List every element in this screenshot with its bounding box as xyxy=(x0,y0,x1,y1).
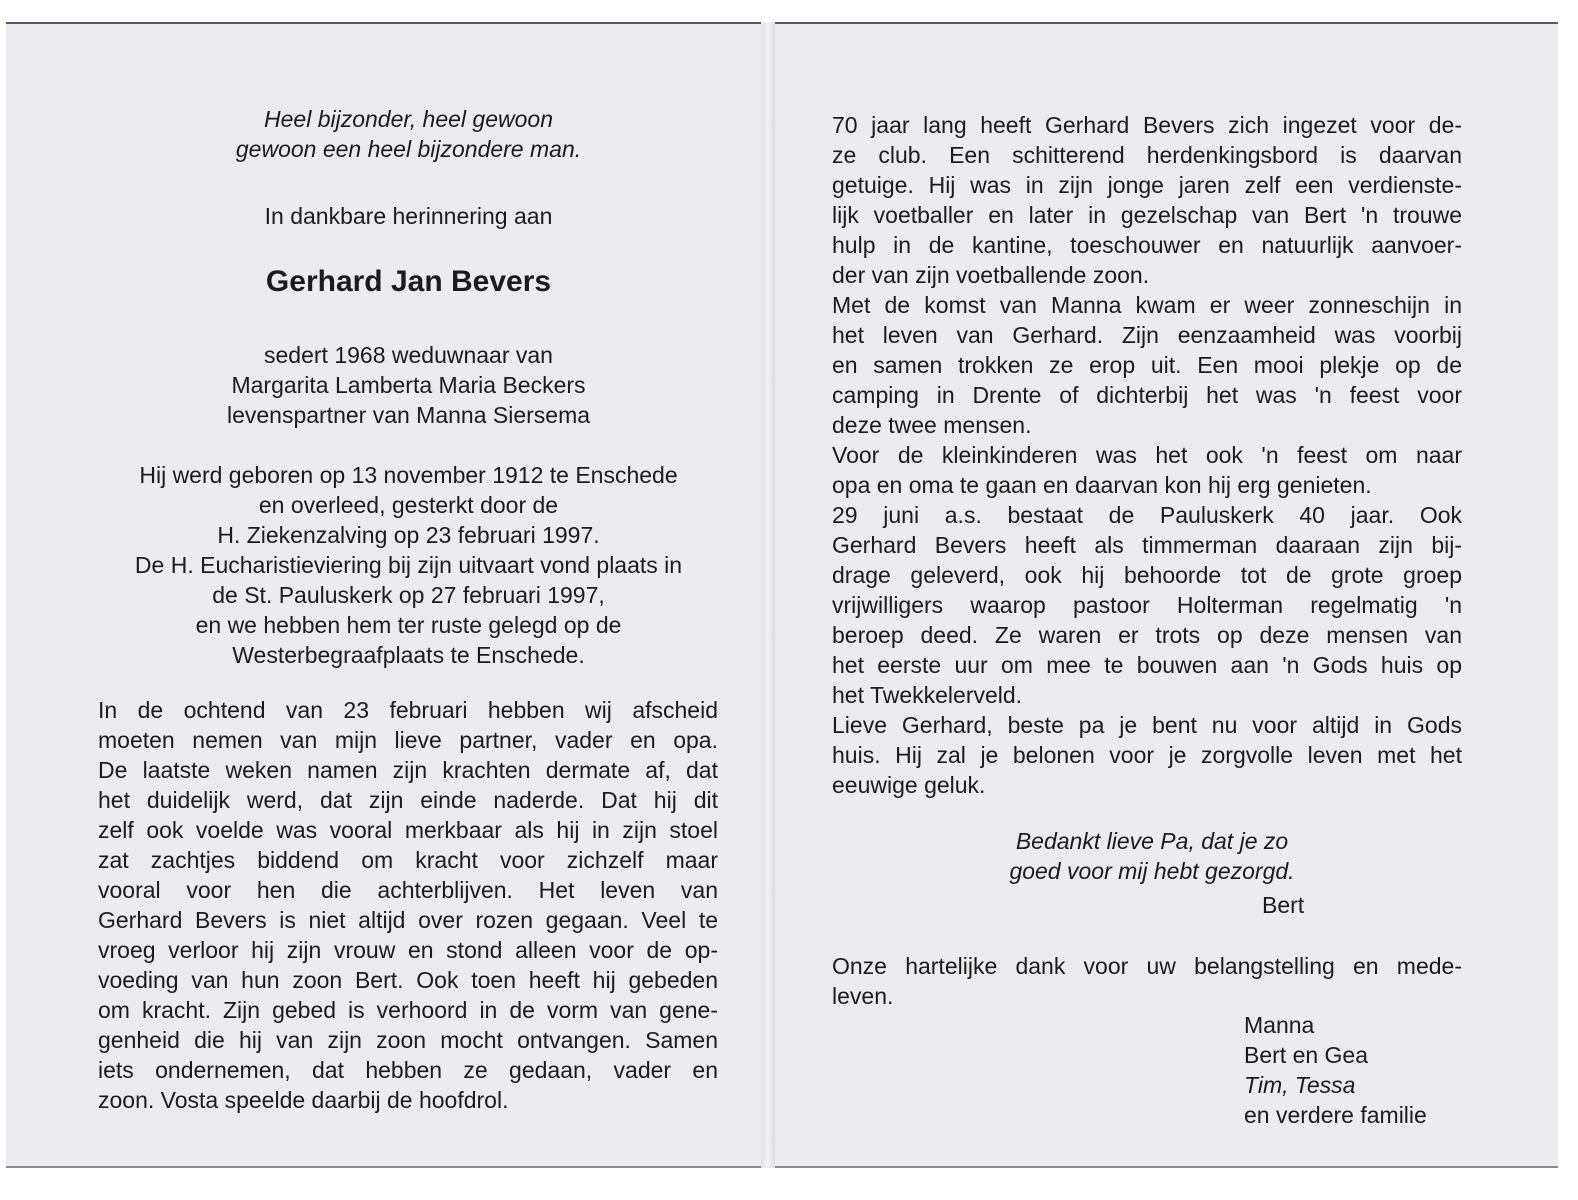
story-line: genheid die hij van zijn zoon mocht ontvangen. Samen xyxy=(98,1027,718,1053)
thanks-line: goed voor mij hebt gezorgd. xyxy=(1009,858,1295,884)
widow-line: Margarita Lamberta Maria Beckers xyxy=(231,372,586,398)
story-line: Lieve Gerhard, beste pa je bent nu voor altijd in Gods xyxy=(832,712,1462,738)
story-line: het Twekkelerveld. xyxy=(832,682,1023,708)
story-line: opa en oma te gaan en daarvan kon hij erg genieten. xyxy=(832,472,1372,498)
story-line: ze club. Een schitterend herdenkingsbord is daarvan xyxy=(832,142,1462,168)
deceased-name: Gerhard Jan Bevers xyxy=(265,265,552,298)
memorial-card xyxy=(6,22,1558,1168)
story-line: vooral voor hen die achterblijven. Het leven van xyxy=(98,877,718,903)
story-line: der van zijn voetballende zoon. xyxy=(832,262,1150,288)
center-fold xyxy=(761,22,775,1168)
story-line: vrijwilligers waarop pastoor Holterman regelmatig 'n xyxy=(832,592,1462,618)
story-line: Met de komst van Manna kwam er weer zonneschijn in xyxy=(832,292,1462,318)
birth-line: Westerbegraafplaats te Enschede. xyxy=(232,642,585,668)
family-signatures xyxy=(1244,1010,1464,1130)
thanks-line: Bedankt lieve Pa, dat je zo xyxy=(1015,828,1289,854)
story-line: lijk voetballer en later in gezelschap van Bert 'n trouwe xyxy=(832,202,1462,228)
story-line: om kracht. Zijn gebed is verhoord in de vorm van gene- xyxy=(98,997,718,1023)
intro-text: In dankbare herinnering aan xyxy=(264,203,553,229)
birth-line: de St. Pauluskerk op 27 februari 1997, xyxy=(212,582,605,608)
story-line: In de ochtend van 23 februari hebben wij afscheid xyxy=(98,697,718,723)
signature-line: Bert en Gea xyxy=(1244,1042,1369,1068)
story-line: het leven van Gerhard. Zijn eenzaamheid was voorbij xyxy=(832,322,1462,348)
birth-line: De H. Eucharistieviering bij zijn uitvaart vond plaats in xyxy=(134,552,683,578)
story-line: Voor de kleinkinderen was het ook 'n feest om naar xyxy=(832,442,1462,468)
story-line: voeding van hun zoon Bert. Ook toen heeft hij gebeden xyxy=(98,967,718,993)
club-story xyxy=(832,110,1462,800)
signature-line: en verdere familie xyxy=(1244,1102,1427,1128)
story-line: Gerhard Bevers heeft als timmerman daaraan zijn bij- xyxy=(832,532,1462,558)
story-line: het eerste uur om mee te bouwen aan 'n Gods huis op xyxy=(832,652,1462,678)
story-line: iets ondernemen, dat hebben ze gedaan, vader en xyxy=(98,1057,718,1083)
thanks-note xyxy=(992,826,1312,886)
story-line: beroep deed. Ze waren er trots op deze mensen van xyxy=(832,622,1462,648)
story-line: 70 jaar lang heeft Gerhard Bevers zich ingezet voor de- xyxy=(832,112,1462,138)
acknowledgement-line: Onze hartelijke dank voor uw belangstelling en mede- xyxy=(832,953,1462,979)
story-line: Gerhard Bevers is niet altijd over rozen gegaan. Veel te xyxy=(98,907,718,933)
story-line: 29 juni a.s. bestaat de Pauluskerk 40 jaar. Ook xyxy=(832,502,1462,528)
story-line: camping in Drente of dichterbij het was 'n feest voor xyxy=(832,382,1462,408)
story-line: eeuwige geluk. xyxy=(832,772,986,798)
story-line: deze twee mensen. xyxy=(832,412,1032,438)
story-line: moeten nemen van mijn lieve partner, vader en opa. xyxy=(98,727,718,753)
birth-line: en overleed, gesterkt door de xyxy=(258,492,559,518)
widow-block xyxy=(86,340,731,430)
signature-line: Tim, Tessa xyxy=(1244,1072,1356,1098)
story-line: vroeg verloor hij zijn vrouw en stond alleen voor de op- xyxy=(98,937,718,963)
story-line: drage geleverd, ook hij behoorde tot de grote groep xyxy=(832,562,1462,588)
motto-line: Heel bijzonder, heel gewoon xyxy=(264,106,553,132)
story-line: het duidelijk werd, dat zijn einde naderde. Dat hij dit xyxy=(98,787,718,813)
story-line: zoon. Vosta speelde daarbij de hoofdrol. xyxy=(98,1087,509,1113)
birth-death-block xyxy=(86,460,731,670)
story-line: en samen trokken ze erop uit. Een mooi plekje op de xyxy=(832,352,1462,378)
signature-line: Manna xyxy=(1244,1012,1315,1038)
story-line: zelf ook voelde was vooral merkbaar als hij in zijn stoel xyxy=(98,817,718,843)
birth-line: Hij werd geboren op 13 november 1912 te Enschede xyxy=(139,462,678,488)
acknowledgement-line: leven. xyxy=(832,983,894,1009)
acknowledgement xyxy=(832,951,1462,1011)
widow-line: levenspartner van Manna Siersema xyxy=(226,402,591,428)
story-line: huis. Hij zal je belonen voor je zorgvolle leven met het xyxy=(832,742,1462,768)
story-line: hulp in de kantine, toeschouwer en natuurlijk aanvoer- xyxy=(832,232,1462,258)
thanks-signature: Bert xyxy=(1262,892,1305,918)
birth-line: en we hebben hem ter ruste gelegd op de xyxy=(195,612,622,638)
widow-line: sedert 1968 weduwnaar van xyxy=(264,342,553,368)
life-story xyxy=(98,695,718,1115)
birth-line: H. Ziekenzalving op 23 februari 1997. xyxy=(217,522,600,548)
story-line: De laatste weken namen zijn krachten dermate af, dat xyxy=(98,757,718,783)
motto xyxy=(86,104,731,164)
motto-line: gewoon een heel bijzondere man. xyxy=(235,136,582,162)
story-line: zat zachtjes biddend om kracht voor zichzelf maar xyxy=(98,847,718,873)
story-line: getuige. Hij was in zijn jonge jaren zelf een verdienste- xyxy=(832,172,1462,198)
